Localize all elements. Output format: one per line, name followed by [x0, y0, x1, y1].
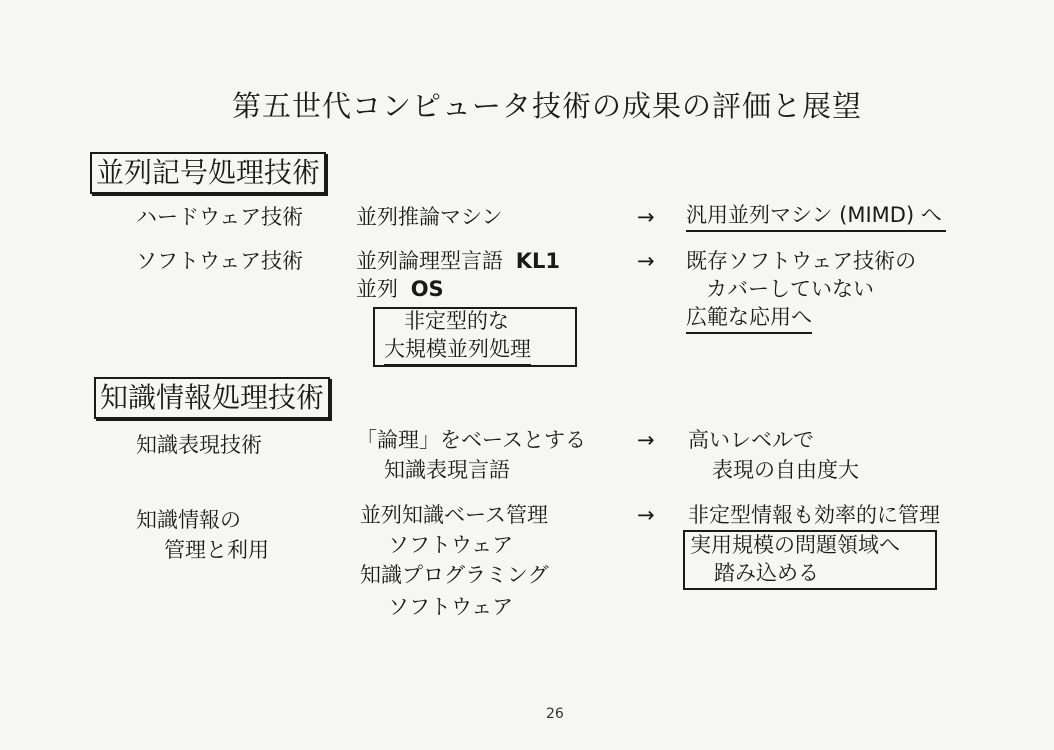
- row-middle-logic-based: 「論理」をベースとする: [356, 428, 586, 452]
- row-middle-os: [356, 274, 444, 304]
- row-middle-knowledge-programming: 知識プログラミング: [360, 563, 549, 587]
- row-middle-knowledge-language: 知識表現言語: [384, 458, 510, 482]
- kl1-bold: KL1: [515, 249, 560, 273]
- arrow-icon: →: [637, 503, 655, 527]
- page-title: 第五世代コンピュータ技術の成果の評価と展望: [232, 89, 863, 123]
- row-middle-parallel-inference-machine: 並列推論マシン: [356, 205, 503, 229]
- result-high-level: 高いレベルで: [688, 428, 814, 452]
- row-middle-software-1: ソフトウェア: [388, 533, 514, 557]
- kl1-text: 並列論理型言語: [356, 249, 503, 273]
- arrow-icon: →: [637, 249, 655, 273]
- page-number: 26: [546, 706, 564, 722]
- box-text-step-in: 踏み込める: [714, 561, 819, 585]
- row-label-management: 管理と利用: [164, 538, 269, 562]
- box-text-practical: 実用規模の問題領域へ: [690, 533, 900, 557]
- os-bold: OS: [410, 277, 444, 301]
- arrow-icon: →: [637, 428, 655, 452]
- row-middle-kl1: [356, 246, 560, 276]
- row-label-knowledge-representation: 知識表現技術: [136, 433, 262, 457]
- result-unstructured-info: 非定型情報も効率的に管理: [688, 503, 940, 527]
- arrow-icon: →: [637, 205, 655, 229]
- result-freedom: 表現の自由度大: [712, 458, 859, 482]
- row-label-knowledge-info: 知識情報の: [136, 508, 241, 532]
- box-text-2: 大規模並列処理: [384, 334, 531, 366]
- section-heading-knowledge-processing: 知識情報処理技術: [94, 377, 330, 419]
- box-text-1: 非定型的な: [404, 309, 509, 333]
- row-label-hardware: ハードウェア技術: [136, 205, 304, 229]
- result-line-3: 広範な応用へ: [686, 302, 812, 334]
- row-middle-kb-management: 並列知識ベース管理: [360, 503, 548, 527]
- row-middle-software-2: ソフトウェア: [388, 595, 514, 619]
- result-general-parallel-machine: 汎用並列マシン (MIMD) へ: [686, 200, 946, 232]
- row-label-software: ソフトウェア技術: [136, 249, 304, 273]
- os-text: 並列: [356, 277, 398, 301]
- result-line-2: カバーしていない: [706, 277, 874, 301]
- result-line-1: 既存ソフトウェア技術の: [686, 249, 917, 273]
- section-heading-parallel-symbol-processing: 並列記号処理技術: [90, 152, 326, 194]
